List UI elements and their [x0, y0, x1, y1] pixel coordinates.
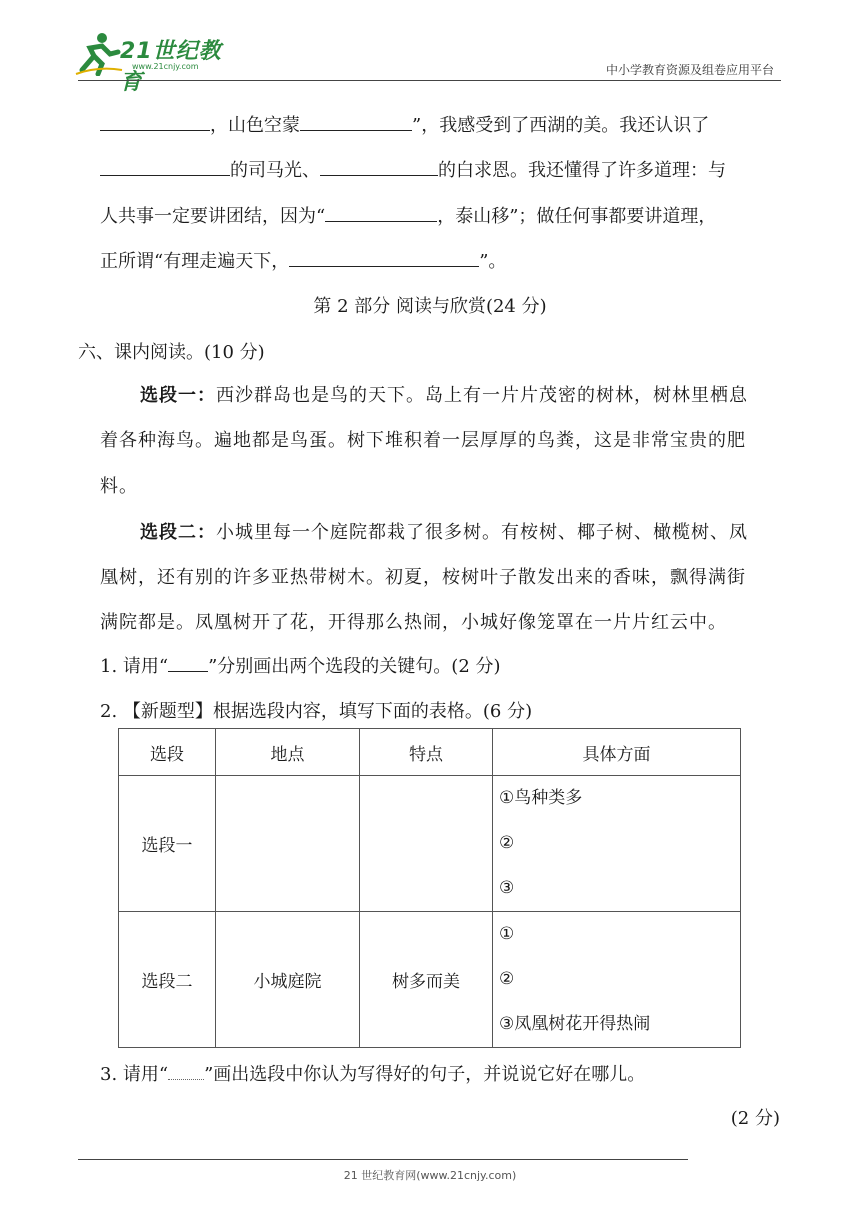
section-title: 六、课内阅读。(10 分) — [78, 342, 265, 363]
passage-2-label: 选段二： — [140, 522, 216, 543]
answer-blank[interactable] — [300, 110, 412, 131]
answer-blank[interactable] — [325, 201, 437, 222]
wavy-line-sample — [168, 1065, 204, 1080]
place-cell[interactable] — [216, 776, 360, 912]
answer-blank[interactable] — [100, 110, 210, 131]
passage-1-line-1: 选段一：西沙群岛也是鸟的天下。岛上有一片片茂密的树林，树林里栖息 — [140, 385, 748, 406]
fill-line-3: 人共事一定要讲团结，因为“ ，泰山移”；做任何事都要讲道理， — [100, 201, 716, 230]
table-row — [119, 776, 741, 912]
answer-table — [118, 728, 741, 1048]
footer-text: 21 世纪教育网(www.21cnjy.com) — [343, 1169, 517, 1182]
passage-2-line-1: 选段二：小城里每一个庭院都栽了很多树。有桉树、椰子树、橄榄树、凤 — [140, 522, 748, 543]
fill-line-2: 的司马光、 的白求恩。我还懂得了许多道理：与 — [100, 155, 726, 184]
detail-item: ② — [499, 969, 515, 989]
feature-cell[interactable] — [360, 776, 493, 912]
logo-url: www.21cnjy.com — [132, 62, 199, 71]
detail-cell[interactable] — [493, 776, 741, 912]
logo — [72, 30, 242, 95]
table-header: 具体方面 — [493, 729, 741, 776]
question-3: 3. 请用“ ”画出选段中你认为写得好的句子，并说说它好在哪儿。 — [100, 1064, 646, 1085]
row-label: 选段二 — [119, 912, 216, 1048]
question-2: 2. 【新题型】根据选段内容，填写下面的表格。(6 分) — [100, 701, 533, 722]
runner-logo-icon — [72, 30, 124, 76]
detail-item: ③凤凰树花开得热闹 — [499, 1014, 651, 1034]
passage-2-line-2: 凰树，还有别的许多亚热带树木。初夏，桉树叶子散发出来的香味，飘得满街 — [100, 567, 746, 588]
part-title: 第 2 部分 阅读与欣赏(24 分) — [313, 296, 547, 317]
answer-blank[interactable] — [289, 246, 479, 267]
fill-line-1: ，山色空蒙 ”，我感受到了西湖的美。我还认识了 — [100, 110, 709, 139]
platform-name: 中小学教育资源及组卷应用平台 — [605, 63, 774, 77]
table-row — [119, 912, 741, 1048]
table-header: 特点 — [360, 729, 493, 776]
underline-sample — [168, 655, 208, 672]
answer-blank[interactable] — [320, 155, 438, 176]
table-header: 选段 — [119, 729, 216, 776]
passage-1-label: 选段一： — [140, 385, 216, 406]
row-label: 选段一 — [119, 776, 216, 912]
fill-line-4: 正所谓“有理走遍天下， ”。 — [100, 246, 506, 275]
passage-1-line-3: 料。 — [100, 476, 138, 497]
detail-item: ① — [499, 924, 515, 944]
feature-cell: 树多而美 — [360, 912, 493, 1048]
detail-item: ③ — [499, 878, 515, 898]
detail-item: ② — [499, 833, 515, 853]
detail-cell[interactable] — [493, 912, 741, 1048]
passage-1-line-2: 着各种海鸟。遍地都是鸟蛋。树下堆积着一层厚厚的鸟粪，这是非常宝贵的肥 — [100, 430, 746, 451]
question-1: 1. 请用“ ”分别画出两个选段的关键句。(2 分) — [100, 656, 501, 677]
table-header: 地点 — [216, 729, 360, 776]
header-divider — [78, 80, 781, 81]
detail-item: ①鸟种类多 — [499, 788, 583, 808]
question-3-score: (2 分) — [730, 1108, 780, 1129]
logo-text: 21世纪教育 — [120, 39, 222, 95]
footer-divider — [78, 1159, 688, 1160]
table-header-row — [119, 729, 741, 776]
passage-2-line-3: 满院都是。凤凰树开了花，开得那么热闹，小城好像笼罩在一片片红云中。 — [100, 612, 727, 633]
place-cell: 小城庭院 — [216, 912, 360, 1048]
answer-blank[interactable] — [100, 155, 230, 176]
